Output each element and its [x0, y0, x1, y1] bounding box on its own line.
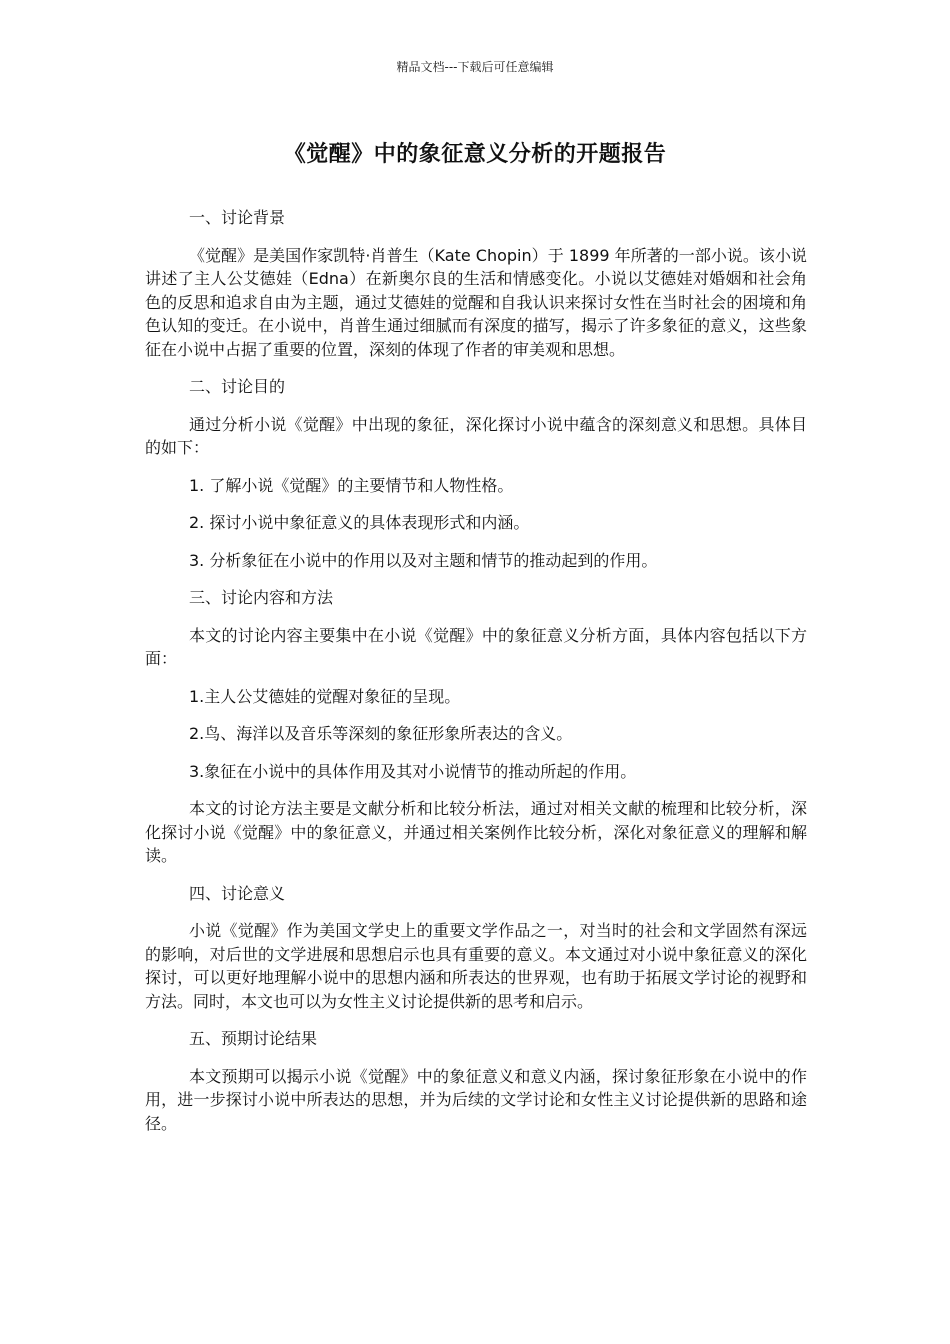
section-expected [145, 1027, 807, 1135]
paragraph: 小说《觉醒》作为美国文学史上的重要文学作品之一，对当时的社会和文学固然有深远的影响，对后世的文学进展和思想启示也具有重要的意义。本文通过对小说中象征意义的深化探讨，可以更好地理解小说中的思想内涵和所表达的世界观，也有助于拓展文学讨论的视野和方法。同时，本文也可以为女性主义讨论提供新的思考和启示。 [145, 921, 807, 1011]
list-item: 3.象征在小说中的具体作用及其对小说情节的推动所起的作用。 [189, 761, 637, 781]
section-heading: 五、预期讨论结果 [189, 1029, 318, 1048]
paragraph: 通过分析小说《觉醒》中出现的象征，深化探讨小说中蕴含的深刻意义和思想。具体目的如下： [145, 414, 807, 457]
list-item: 3. 分析象征在小说中的作用以及对主题和情节的推动起到的作用。 [189, 550, 658, 570]
section-heading: 四、讨论意义 [189, 883, 286, 903]
paragraph: 本文的讨论内容主要集中在小说《觉醒》中的象征意义分析方面，具体内容包括以下方面： [145, 625, 807, 668]
document-body [145, 206, 807, 1149]
paragraph: 《觉醒》是美国作家凯特·肖普生（Kate Chopin）于 1899 年所著的一部小说。该小说讲述了主人公艾德娃（Edna）在新奥尔良的生活和情感变化。小说以艾德娃对婚姻和社会角色的反思和追求自由为主题，通过艾德娃的觉醒和自我认识来探讨女性在当时社会的困境和角色认知的变迁。在小说中，肖普生通过细腻而有深度的描写，揭示了许多象征的意义，这些象征在小说中占据了重要的位置，深刻的体现了作者的审美观和思想。 [145, 245, 807, 359]
section-significance [145, 882, 807, 1014]
section-background [145, 206, 807, 361]
paragraph: 本文的讨论方法主要是文献分析和比较分析法，通过对相关文献的梳理和比较分析，深化探讨小说《觉醒》中的象征意义，并通过相关案例作比较分析，深化对象征意义的理解和解读。 [145, 799, 807, 865]
document-title: 《觉醒》中的象征意义分析的开题报告 [283, 142, 667, 167]
paragraph: 本文预期可以揭示小说《觉醒》中的象征意义和意义内涵，探讨象征形象在小说中的作用，进一步探讨小说中所表达的思想，并为后续的文学讨论和女性主义讨论提供新的思路和途径。 [145, 1066, 807, 1133]
list-item: 1. 了解小说《觉醒》的主要情节和人物性格。 [189, 475, 514, 495]
list-item: 2. 探讨小说中象征意义的具体表现形式和内涵。 [189, 513, 530, 532]
section-heading: 三、讨论内容和方法 [189, 588, 334, 607]
section-heading: 二、讨论目的 [189, 377, 286, 396]
header-note: 精品文档---下载后可任意编辑 [396, 60, 554, 74]
section-content-method [145, 586, 807, 868]
section-purpose [145, 375, 807, 572]
section-heading: 一、讨论背景 [189, 208, 286, 227]
list-item: 2.鸟、海洋以及音乐等深刻的象征形象所表达的含义。 [189, 724, 573, 743]
list-item: 1.主人公艾德娃的觉醒对象征的呈现。 [189, 686, 461, 706]
